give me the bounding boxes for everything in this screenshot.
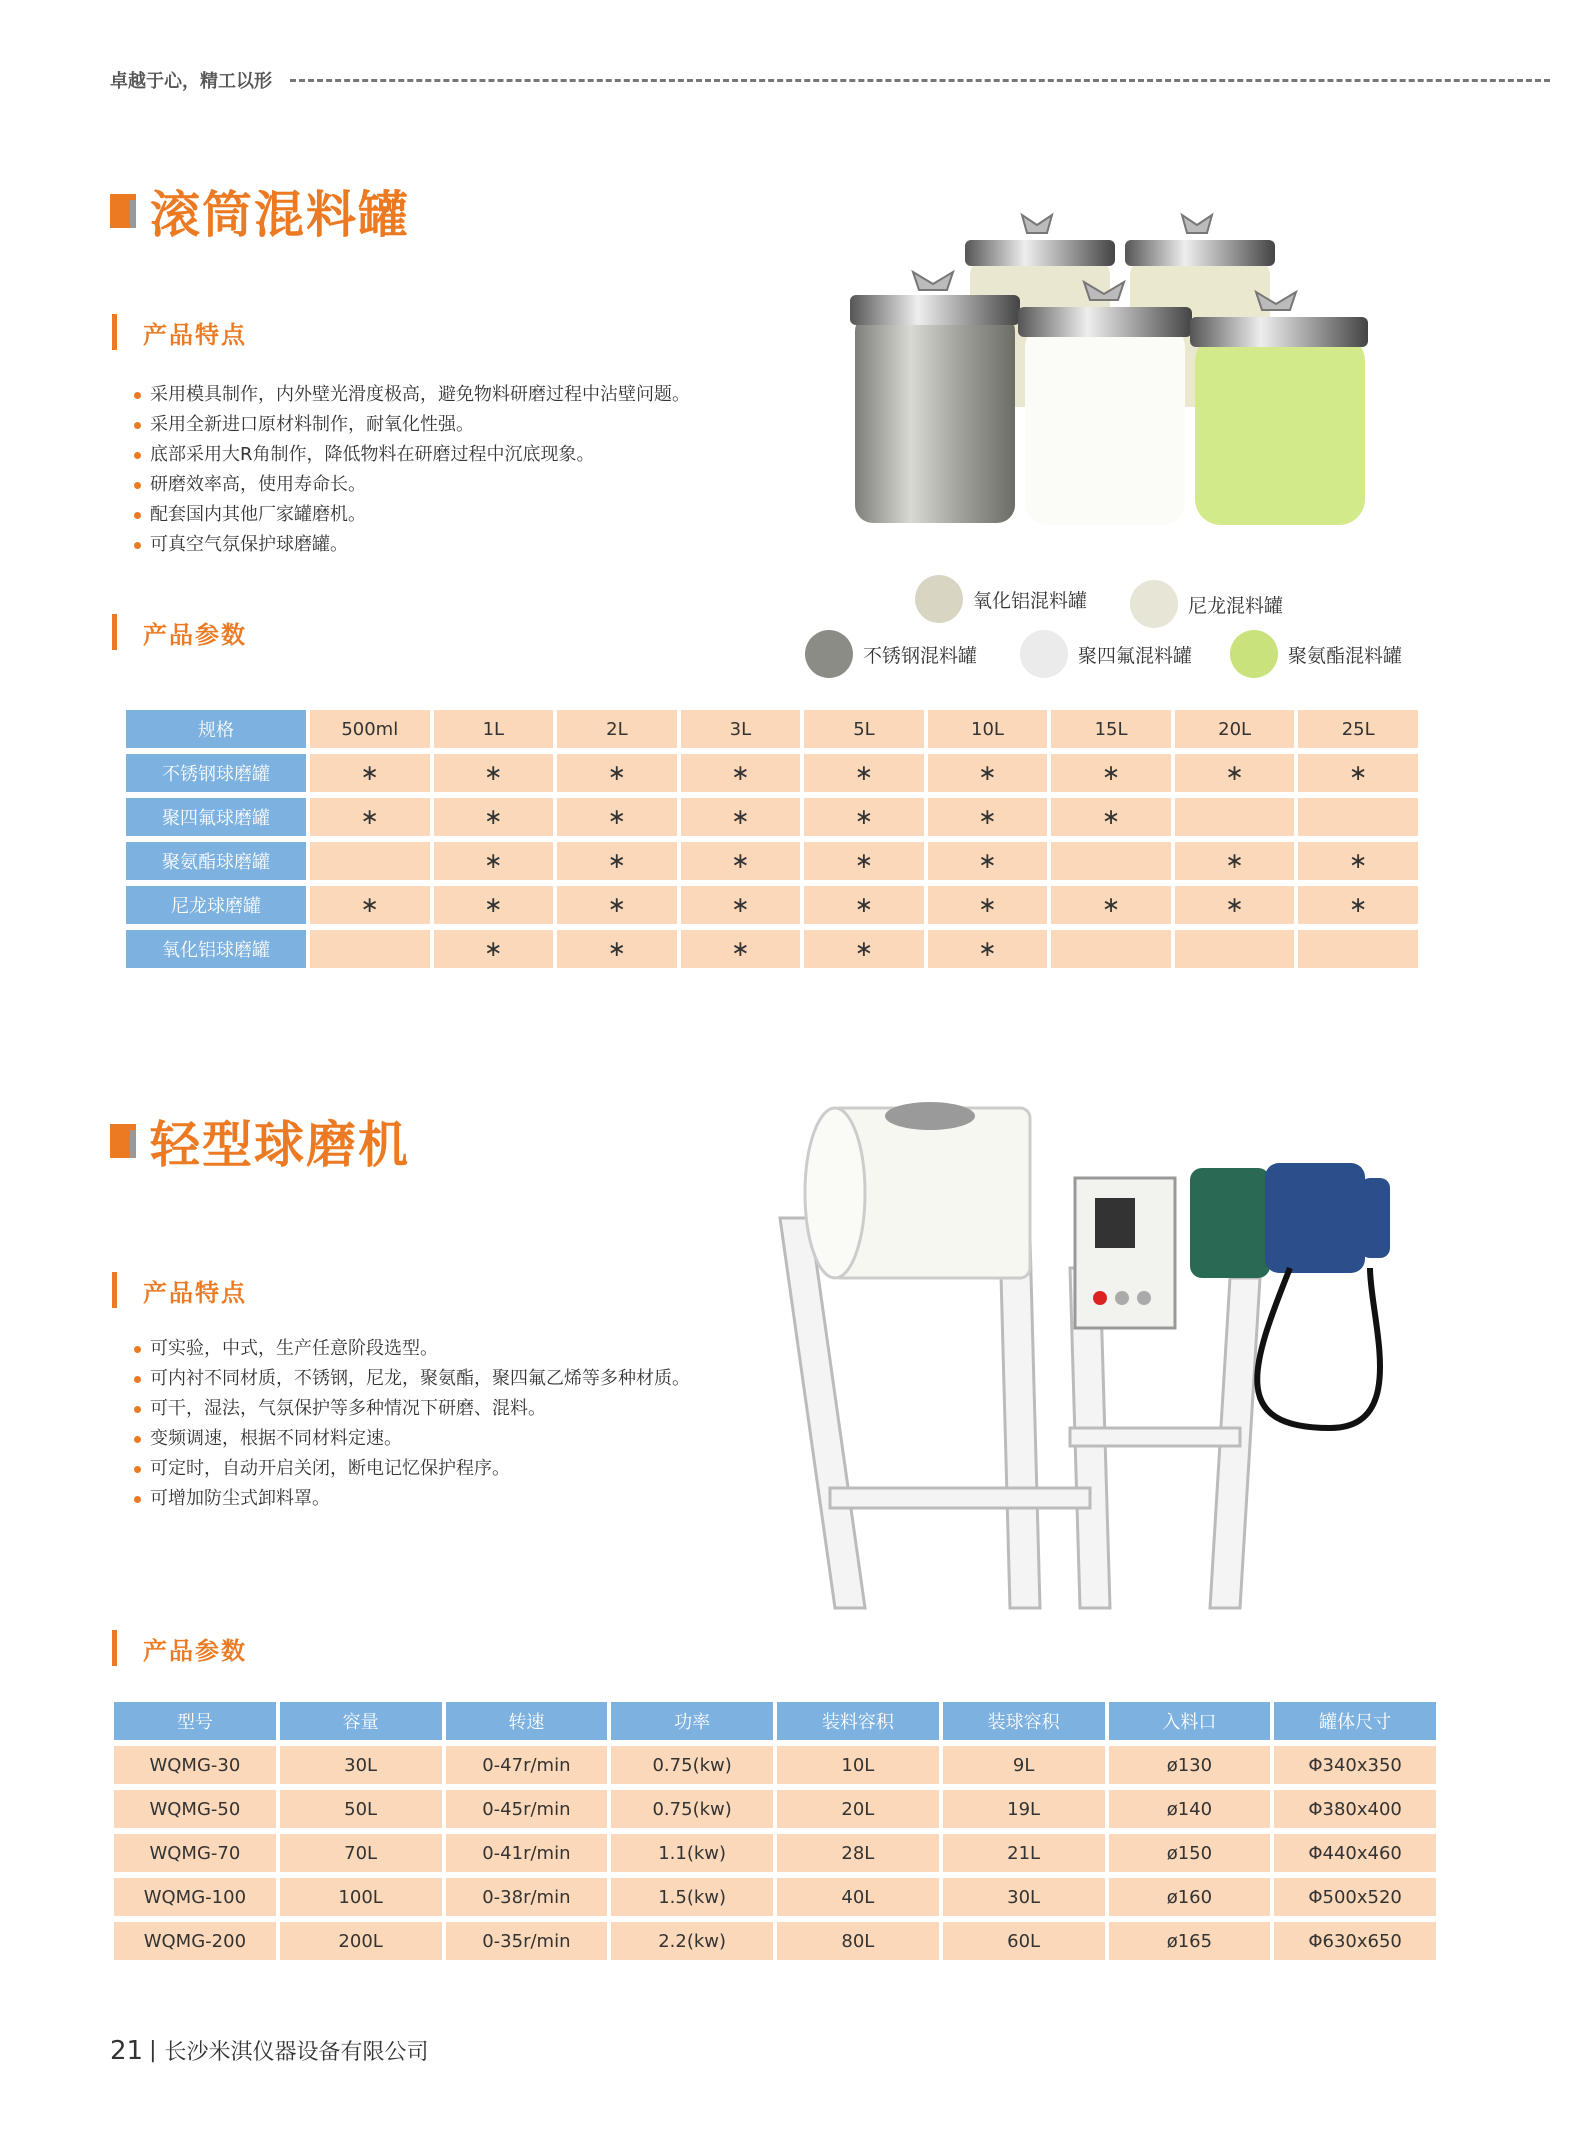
legend-label: 尼龙混料罐 [1188,594,1284,617]
table-cell: 19L [943,1790,1105,1828]
section1-feature-list [130,380,750,560]
availability-cell [1051,842,1171,880]
section1-title-text: 滚筒混料罐 [150,185,410,244]
mill-spec-table [110,1696,1440,1966]
feature-item: 可增加防尘式卸料罩。 [130,1484,750,1514]
row-header: 聚氨酯球磨罐 [126,842,306,880]
availability-cell: ∗ [928,754,1048,792]
column-header: 装料容积 [777,1702,939,1740]
availability-cell: ∗ [434,842,554,880]
availability-cell [1175,798,1295,836]
jar-spec-table [122,704,1422,974]
feature-item: 可实验，中式，生产任意阶段选型。 [130,1334,750,1364]
availability-cell: ∗ [557,798,677,836]
page-number: 21 [110,2035,144,2066]
size-header: 500ml [310,710,430,748]
legend-swatch-icon [915,575,963,623]
table-cell: 0-38r/min [446,1878,608,1916]
heading-bar [112,1272,117,1308]
table-cell: 80L [777,1922,939,1960]
table-cell: 0-47r/min [446,1746,608,1784]
availability-cell: ∗ [681,798,801,836]
column-header: 罐体尺寸 [1274,1702,1436,1740]
table-cell: 10L [777,1746,939,1784]
availability-cell: ∗ [928,842,1048,880]
availability-cell: ∗ [1051,886,1171,924]
availability-cell: ∗ [1175,842,1295,880]
legend-swatch-icon [805,630,853,678]
table-cell: 0.75(kw) [611,1746,773,1784]
page-footer [110,2035,429,2066]
availability-cell [1051,930,1171,968]
availability-cell: ∗ [928,886,1048,924]
feature-item: 采用模具制作，内外壁光滑度极高，避免物料研磨过程中沾壁问题。 [130,380,750,410]
column-header: 入料口 [1109,1702,1271,1740]
table-cell: 1.5(kw) [611,1878,773,1916]
availability-cell: ∗ [434,930,554,968]
section2-features-title: 产品特点 [143,1278,247,1307]
heading-bar [112,314,117,350]
section2-title [110,1105,410,1177]
feature-item: 底部采用大R角制作，降低物料在研磨过程中沉底现象。 [130,440,750,470]
table-row [126,754,1418,792]
availability-cell: ∗ [1175,886,1295,924]
page-header [110,60,1550,100]
column-header: 型号 [114,1702,276,1740]
table-cell: ø130 [1109,1746,1271,1784]
availability-cell: ∗ [804,798,924,836]
table-cell: 50L [280,1790,442,1828]
table-row [114,1746,1436,1784]
legend-label: 氧化铝混料罐 [973,589,1088,612]
availability-cell: ∗ [1051,754,1171,792]
footer-separator: | [149,2038,157,2063]
availability-cell: ∗ [310,798,430,836]
table-cell: ø160 [1109,1878,1271,1916]
legend-label: 聚四氟混料罐 [1078,644,1193,667]
availability-cell: ∗ [557,930,677,968]
mixing-jars-photo [850,195,1390,545]
availability-cell: ∗ [310,886,430,924]
section1-features-heading [112,314,247,350]
header-dashed-rule [290,79,1550,82]
feature-item: 配套国内其他厂家罐磨机。 [130,500,750,530]
table-cell: 0-45r/min [446,1790,608,1828]
section2-title-text: 轻型球磨机 [150,1115,410,1174]
row-header: 聚四氟球磨罐 [126,798,306,836]
availability-cell: ∗ [804,930,924,968]
legend-swatch-icon [1020,630,1068,678]
feature-item: 研磨效率高，使用寿命长。 [130,470,750,500]
availability-cell: ∗ [557,754,677,792]
section1-features-title: 产品特点 [143,320,247,349]
availability-cell: ∗ [928,930,1048,968]
availability-cell: ∗ [1175,754,1295,792]
feature-item: 变频调速，根据不同材料定速。 [130,1424,750,1454]
table-row [114,1834,1436,1872]
heading-bar [112,614,117,650]
availability-cell [310,842,430,880]
legend-item [1020,630,1192,678]
row-header: 氧化铝球磨罐 [126,930,306,968]
table-cell: 100L [280,1878,442,1916]
availability-cell: ∗ [434,754,554,792]
table-cell: Φ630x650 [1274,1922,1436,1960]
availability-cell: ∗ [1298,842,1418,880]
table-cell: WQMG-30 [114,1746,276,1784]
size-header: 10L [928,710,1048,748]
availability-cell: ∗ [310,754,430,792]
table-cell: 9L [943,1746,1105,1784]
table-cell: 60L [943,1922,1105,1960]
availability-cell: ∗ [681,842,801,880]
table-cell: 28L [777,1834,939,1872]
availability-cell [1175,930,1295,968]
feature-item: 可定时，自动开启关闭，断电记忆保护程序。 [130,1454,750,1484]
table-cell: WQMG-100 [114,1878,276,1916]
column-header: 容量 [280,1702,442,1740]
section2-params-heading [112,1630,247,1666]
availability-cell: ∗ [1298,754,1418,792]
availability-cell: ∗ [804,886,924,924]
table-row [126,842,1418,880]
legend-swatch-icon [1230,630,1278,678]
table-cell: 1.1(kw) [611,1834,773,1872]
size-header: 2L [557,710,677,748]
table-cell: 20L [777,1790,939,1828]
feature-item: 采用全新进口原材料制作，耐氧化性强。 [130,410,750,440]
availability-cell: ∗ [1298,886,1418,924]
availability-cell: ∗ [804,754,924,792]
column-header: 转速 [446,1702,608,1740]
row-header: 不锈钢球磨罐 [126,754,306,792]
table-cell: 0-41r/min [446,1834,608,1872]
table-cell: Φ500x520 [1274,1878,1436,1916]
table-cell: Φ440x460 [1274,1834,1436,1872]
table-corner-header: 规格 [126,710,306,748]
table-row [114,1922,1436,1960]
size-header: 15L [1051,710,1171,748]
table-row [126,930,1418,968]
legend-item [1230,630,1402,678]
section1-title [110,175,410,247]
availability-cell: ∗ [434,886,554,924]
availability-cell [1298,798,1418,836]
table-cell: 40L [777,1878,939,1916]
company-name: 长沙米淇仪器设备有限公司 [164,2040,429,2065]
section2-feature-list [130,1334,750,1514]
header-slogan: 卓越于心，精工以形 [110,71,272,92]
heading-bar [112,1630,117,1666]
legend-swatch-icon [1130,580,1178,628]
availability-cell: ∗ [557,886,677,924]
section1-params-heading [112,614,247,650]
legend-item [915,575,1087,623]
table-row [126,886,1418,924]
legend-item [1130,580,1283,628]
availability-cell: ∗ [434,798,554,836]
row-header: 尼龙球磨罐 [126,886,306,924]
table-row [114,1878,1436,1916]
table-cell: ø140 [1109,1790,1271,1828]
availability-cell [1298,930,1418,968]
availability-cell: ∗ [928,798,1048,836]
table-cell: 70L [280,1834,442,1872]
availability-cell: ∗ [681,886,801,924]
table-cell: 30L [280,1746,442,1784]
section2-params-title: 产品参数 [143,1636,247,1665]
size-header: 1L [434,710,554,748]
table-cell: WQMG-200 [114,1922,276,1960]
table-row [114,1790,1436,1828]
feature-item: 可内衬不同材质，不锈钢，尼龙，聚氨酯，聚四氟乙烯等多种材质。 [130,1364,750,1394]
availability-cell: ∗ [1051,798,1171,836]
table-cell: 2.2(kw) [611,1922,773,1960]
table-cell: 0.75(kw) [611,1790,773,1828]
table-row [126,798,1418,836]
availability-cell [310,930,430,968]
section2-features-heading [112,1272,247,1308]
table-cell: ø165 [1109,1922,1271,1960]
availability-cell: ∗ [681,930,801,968]
legend-label: 聚氨酯混料罐 [1288,644,1403,667]
ball-mill-photo [770,1068,1410,1618]
size-header: 20L [1175,710,1295,748]
table-cell: 0-35r/min [446,1922,608,1960]
title-marker-icon [110,194,136,228]
title-marker-icon [110,1124,136,1158]
availability-cell: ∗ [681,754,801,792]
table-cell: 30L [943,1878,1105,1916]
availability-cell: ∗ [804,842,924,880]
availability-cell: ∗ [557,842,677,880]
table-cell: 21L [943,1834,1105,1872]
feature-item: 可干，湿法，气氛保护等多种情况下研磨、混料。 [130,1394,750,1424]
size-header: 5L [804,710,924,748]
column-header: 装球容积 [943,1702,1105,1740]
table-cell: 200L [280,1922,442,1960]
legend-label: 不锈钢混料罐 [863,644,978,667]
section1-params-title: 产品参数 [143,620,247,649]
feature-item: 可真空气氛保护球磨罐。 [130,530,750,560]
size-header: 3L [681,710,801,748]
column-header: 功率 [611,1702,773,1740]
table-cell: WQMG-70 [114,1834,276,1872]
size-header: 25L [1298,710,1418,748]
table-cell: Φ340x350 [1274,1746,1436,1784]
table-cell: WQMG-50 [114,1790,276,1828]
table-cell: Φ380x400 [1274,1790,1436,1828]
legend-item [805,630,977,678]
table-cell: ø150 [1109,1834,1271,1872]
